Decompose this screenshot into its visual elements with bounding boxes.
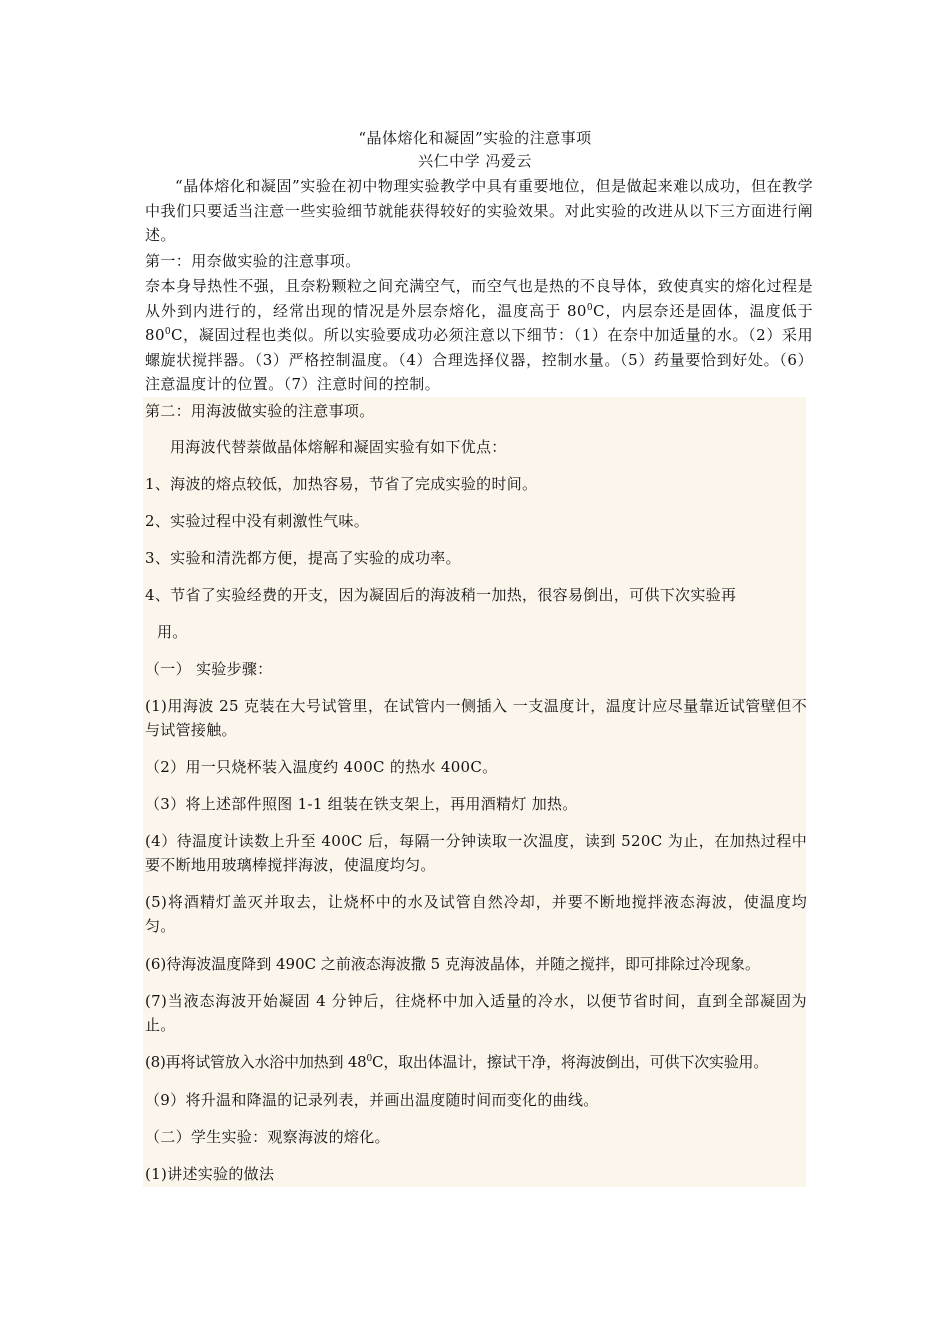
degree-sup-3: 0 (366, 1054, 373, 1064)
steps-heading: （一） 实验步骤： (145, 660, 273, 678)
section2-heading: 第二：用海波做实验的注意事项。 (145, 402, 375, 420)
advantage-item-4: 4、节省了实验经费的开支，因为凝固后的海波稍一加热，很容易倒出，可供下次实验再 (145, 586, 737, 604)
section1-text-a: 奈本身导热性不强，且奈粉颗粒之间充满空气，而空气也是热的不良导体，致使真实的熔化过程是从外到内进行的，经常出现的情况是外层奈熔化，温度高于 80 (145, 277, 813, 320)
document-title: “晶体熔化和凝固”实验的注意事项 (358, 129, 592, 147)
advantage-item-2: 2、实验过程中没有刺激性气味。 (145, 512, 370, 530)
degree-sup-2: 0 (164, 327, 172, 337)
step-1: (1)用海波 25 克装在大号试管里，在试管内一侧插入 一支温度计，温度计应尽量靠近试管壁但不与试管接触。 (145, 697, 807, 739)
step-4: (4）待温度计读数上升至 400C 后，每隔一分钟读取一次温度，读到 520C 为止，在加热过程中要不断地用玻璃棒搅拌海波，使温度均匀。 (145, 832, 807, 874)
advantage-item-3: 3、实验和清洗都方便，提高了实验的成功率。 (145, 549, 461, 567)
subsection2-heading: （二）学生实验：观察海波的熔化。 (145, 1128, 390, 1146)
advantage-item-1: 1、海波的熔点较低，加热容易，节省了完成实验的时间。 (145, 475, 538, 493)
advantages-intro: 用海波代替萘做晶体熔解和凝固实验有如下优点： (170, 438, 507, 456)
step-2: （2）用一只烧杯装入温度约 400C 的热水 400C。 (145, 758, 498, 776)
section1-heading: 第一：用奈做实验的注意事项。 (145, 252, 361, 270)
step-8-text-a: (8)再将试管放入水浴中加热到 48 (145, 1053, 367, 1071)
subsection2-item-1: (1)讲述实验的做法 (145, 1165, 275, 1183)
step-6: (6)待海波温度降到 490C 之前液态海波撒 5 克海波晶体，并随之搅拌，即可排除过冷现象。 (145, 955, 760, 973)
step-7: (7)当液态海波开始凝固 4 分钟后，往烧杯中加入适量的冷水，以便节省时间，直到全部凝固为止。 (145, 992, 807, 1034)
step-8-text-b: C，取出体温计，擦试干净，将海波倒出，可供下次实验用。 (372, 1053, 769, 1071)
section1-body (145, 274, 813, 397)
document-author: 兴仁中学 冯爱云 (418, 152, 532, 170)
advantage-item-4-cont: 用。 (157, 623, 188, 641)
step-5: (5)将酒精灯盖灭并取去，让烧杯中的水及试管自然冷却，并要不断地搅拌液态海波，使温度均匀。 (145, 893, 807, 935)
step-9: （9）将升温和降温的记录列表，并画出温度随时间而变化的曲线。 (145, 1091, 599, 1109)
section1-text-b: C，内层奈还是固体，温度低于 80 (145, 301, 813, 344)
section1-text-c: C，凝固过程也类似。所以实验要成功必须注意以下细节：（1）在奈中加适量的水。（2）采用螺旋状搅拌器。（3）严格控制温度。（4）合理选择仪器，控制水量。（5）药量要恰到好处。（6）注意温度计的位置。（7）注意时间的控制。 (145, 326, 813, 393)
step-8 (145, 1050, 815, 1074)
degree-sup-1: 0 (586, 302, 593, 313)
step-3: （3）将上述部件照图 1-1 组装在铁支架上，再用酒精灯 加热。 (145, 795, 578, 813)
intro-paragraph: “晶体熔化和凝固”实验在初中物理实验教学中具有重要地位，但是做起来难以成功，但在教学中我们只要适当注意一些实验细节就能获得较好的实验效果。对此实验的改进从以下三方面进行阐述。 (145, 177, 813, 244)
